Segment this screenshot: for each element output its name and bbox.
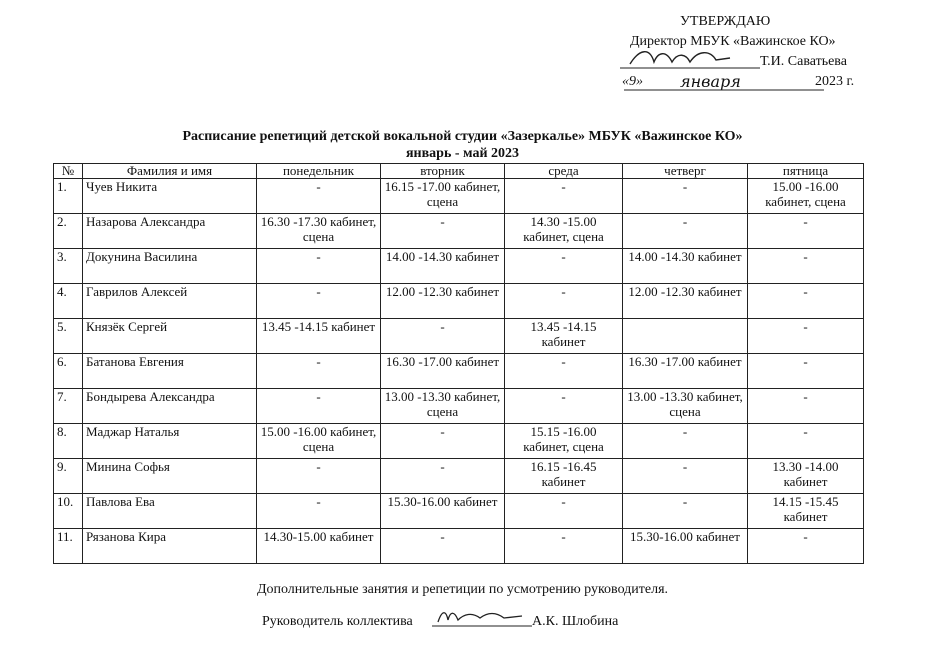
thursday-cell: 13.00 -13.30 кабинет, сцена: [623, 389, 748, 424]
leader-signature: [432, 606, 532, 628]
tuesday-cell: -: [381, 459, 505, 494]
table-row: [54, 249, 864, 284]
thursday-cell: 12.00 -12.30 кабинет: [623, 284, 748, 319]
table-row: [54, 319, 864, 354]
additional-note: Дополнительные занятия и репетиции по усмотрению руководителя.: [256, 582, 669, 597]
friday-cell: -: [748, 214, 864, 249]
tuesday-cell: 16.30 -17.00 кабинет: [381, 354, 505, 389]
row-number: 7.: [54, 389, 83, 424]
monday-cell: 14.30-15.00 кабинет: [257, 529, 381, 564]
wednesday-cell: 13.45 -14.15 кабинет: [505, 319, 623, 354]
table-header-row: [54, 164, 864, 179]
approval-director-name: Т.И. Саватьева: [760, 54, 847, 69]
monday-cell: 13.45 -14.15 кабинет: [257, 319, 381, 354]
table-row: [54, 389, 864, 424]
student-name: Павлова Ева: [83, 494, 257, 529]
monday-cell: -: [257, 284, 381, 319]
thursday-cell: 15.30-16.00 кабинет: [623, 529, 748, 564]
friday-cell: -: [748, 424, 864, 459]
header-num: №: [54, 164, 83, 179]
approval-day: «9»: [622, 74, 643, 89]
thursday-cell: -: [623, 459, 748, 494]
monday-cell: -: [257, 494, 381, 529]
row-number: 6.: [54, 354, 83, 389]
thursday-cell: -: [623, 494, 748, 529]
tuesday-cell: 16.15 -17.00 кабинет, сцена: [381, 179, 505, 214]
thursday-cell: [623, 319, 748, 354]
row-number: 9.: [54, 459, 83, 494]
monday-cell: -: [257, 389, 381, 424]
thursday-cell: -: [623, 214, 748, 249]
friday-cell: -: [748, 529, 864, 564]
wednesday-cell: -: [505, 529, 623, 564]
table-row: [54, 459, 864, 494]
leader-line: [262, 614, 619, 630]
student-name: Гаврилов Алексей: [83, 284, 257, 319]
header-name: Фамилия и имя: [83, 164, 257, 179]
leader-label: Руководитель коллектива: [262, 614, 413, 629]
header-monday: понедельник: [257, 164, 381, 179]
thursday-cell: 14.00 -14.30 кабинет: [623, 249, 748, 284]
document-title: [0, 128, 925, 162]
student-name: Чуев Никита: [83, 179, 257, 214]
tuesday-cell: 13.00 -13.30 кабинет, сцена: [381, 389, 505, 424]
monday-cell: 16.30 -17.30 кабинет, сцена: [257, 214, 381, 249]
tuesday-cell: -: [381, 214, 505, 249]
student-name: Князёк Сергей: [83, 319, 257, 354]
wednesday-cell: 15.15 -16.00 кабинет, сцена: [505, 424, 623, 459]
friday-cell: -: [748, 249, 864, 284]
row-number: 1.: [54, 179, 83, 214]
thursday-cell: 16.30 -17.00 кабинет: [623, 354, 748, 389]
monday-cell: -: [257, 459, 381, 494]
approval-heading: УТВЕРЖДАЮ: [680, 14, 771, 29]
tuesday-cell: 14.00 -14.30 кабинет: [381, 249, 505, 284]
student-name: Рязанова Кира: [83, 529, 257, 564]
student-name: Маджар Наталья: [83, 424, 257, 459]
tuesday-cell: -: [381, 529, 505, 564]
friday-cell: -: [748, 354, 864, 389]
monday-cell: -: [257, 179, 381, 214]
tuesday-cell: -: [381, 319, 505, 354]
monday-cell: -: [257, 249, 381, 284]
header-friday: пятница: [748, 164, 864, 179]
schedule-table: [53, 163, 864, 564]
row-number: 2.: [54, 214, 83, 249]
approval-block: [600, 12, 900, 92]
student-name: Минина Софья: [83, 459, 257, 494]
leader-name: А.К. Шлобина: [532, 614, 619, 629]
row-number: 10.: [54, 494, 83, 529]
title-line-1: Расписание репетиций детской вокальной студии «Зазеркалье» МБУК «Важинское КО»: [182, 129, 743, 144]
student-name: Докунина Василина: [83, 249, 257, 284]
row-number: 5.: [54, 319, 83, 354]
table-row: [54, 214, 864, 249]
row-number: 4.: [54, 284, 83, 319]
wednesday-cell: -: [505, 494, 623, 529]
friday-cell: 14.15 -15.45 кабинет: [748, 494, 864, 529]
table-row: [54, 529, 864, 564]
table-row: [54, 424, 864, 459]
table-row: [54, 354, 864, 389]
thursday-cell: -: [623, 179, 748, 214]
friday-cell: 13.30 -14.00 кабинет: [748, 459, 864, 494]
wednesday-cell: -: [505, 354, 623, 389]
approval-director-title: Директор МБУК «Важинское КО»: [630, 34, 836, 49]
friday-cell: -: [748, 284, 864, 319]
row-number: 3.: [54, 249, 83, 284]
wednesday-cell: -: [505, 284, 623, 319]
monday-cell: -: [257, 354, 381, 389]
friday-cell: -: [748, 389, 864, 424]
title-line-2: январь - май 2023: [405, 146, 520, 161]
header-wednesday: среда: [505, 164, 623, 179]
header-thursday: четверг: [623, 164, 748, 179]
approval-month: января: [680, 72, 741, 91]
friday-cell: -: [748, 319, 864, 354]
wednesday-cell: 14.30 -15.00 кабинет, сцена: [505, 214, 623, 249]
wednesday-cell: -: [505, 179, 623, 214]
monday-cell: 15.00 -16.00 кабинет, сцена: [257, 424, 381, 459]
tuesday-cell: 12.00 -12.30 кабинет: [381, 284, 505, 319]
table-row: [54, 494, 864, 529]
row-number: 8.: [54, 424, 83, 459]
director-signature: [620, 46, 760, 72]
wednesday-cell: -: [505, 249, 623, 284]
table-row: [54, 179, 864, 214]
friday-cell: 15.00 -16.00 кабинет, сцена: [748, 179, 864, 214]
wednesday-cell: 16.15 -16.45 кабинет: [505, 459, 623, 494]
student-name: Назарова Александра: [83, 214, 257, 249]
student-name: Бондырева Александра: [83, 389, 257, 424]
tuesday-cell: -: [381, 424, 505, 459]
tuesday-cell: 15.30-16.00 кабинет: [381, 494, 505, 529]
date-underline: [624, 89, 824, 93]
row-number: 11.: [54, 529, 83, 564]
wednesday-cell: -: [505, 389, 623, 424]
thursday-cell: -: [623, 424, 748, 459]
header-tuesday: вторник: [381, 164, 505, 179]
approval-year: 2023 г.: [815, 74, 855, 89]
student-name: Батанова Евгения: [83, 354, 257, 389]
table-row: [54, 284, 864, 319]
